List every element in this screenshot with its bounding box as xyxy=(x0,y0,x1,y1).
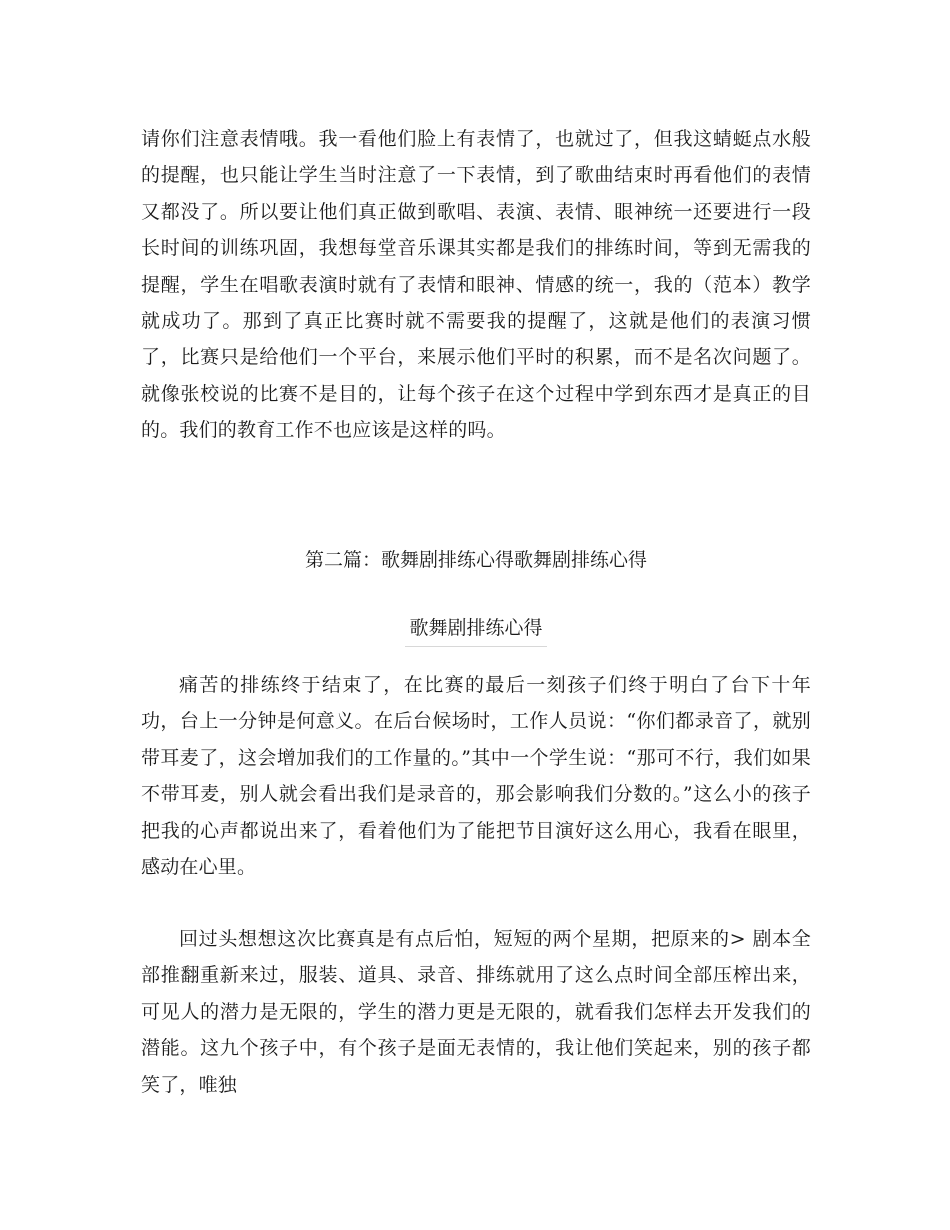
sub-heading: 歌舞剧排练心得 xyxy=(405,612,546,647)
section-heading: 第二篇：歌舞剧排练心得歌舞剧排练心得 xyxy=(304,549,647,571)
intro-paragraph: 请你们注意表情哦。我一看他们脸上有表情了，也就过了，但我这蜻蜓点水般的提醒，也只能让学生当时注意了一下表情，到了歌曲结束时再看他们的表情又都没了。所以要让他们真正做到歌唱、表演、表情、眼神统一还要进行一段长时间的训练巩固，我想每堂音乐课其实都是我们的排练时间，等到无需我的提醒，学生在唱歌表演时就有了表情和眼神、情感的统一，我的（范本）教学就成功了。那到了真正比赛时就不需要我的提醒了，这就是他们的表演习惯了，比赛只是给他们一个平台，来展示他们平时的积累，而不是名次问题了。就像张校说的比赛不是目的，让每个孩子在这个过程中学到东西才是真正的目的。我们的教育工作不也应该是这样的吗。 xyxy=(141,128,811,442)
sub-heading-container xyxy=(141,612,811,647)
body-paragraph-1: 痛苦的排练终于结束了，在比赛的最后一刻孩子们终于明白了台下十年功，台上一分钟是何意义。在后台候场时，工作人员说：“你们都录音了，就别带耳麦了，这会增加我们的工作量的。”其中一个学生说：“那可不行，我们如果不带耳麦，别人就会看出我们是录音的，那会影响我们分数的。”这么小的孩子把我的心声都说出来了，看着他们为了能把节目演好这么用心，我看在眼里，感动在心里。 xyxy=(141,674,811,879)
body-paragraph-2: 回过头想想这次比赛真是有点后怕，短短的两个星期，把原来的> 剧本全部推翻重新来过，服装、道具、录音、排练就用了这么点时间全部压榨出来，可见人的潜力是无限的，学生的潜力更是无限的，就看我们怎样去开发我们的潜能。这九个孩子中，有个孩子是面无表情的，我让他们笑起来，别的孩子都笑了，唯独 xyxy=(141,928,811,1096)
